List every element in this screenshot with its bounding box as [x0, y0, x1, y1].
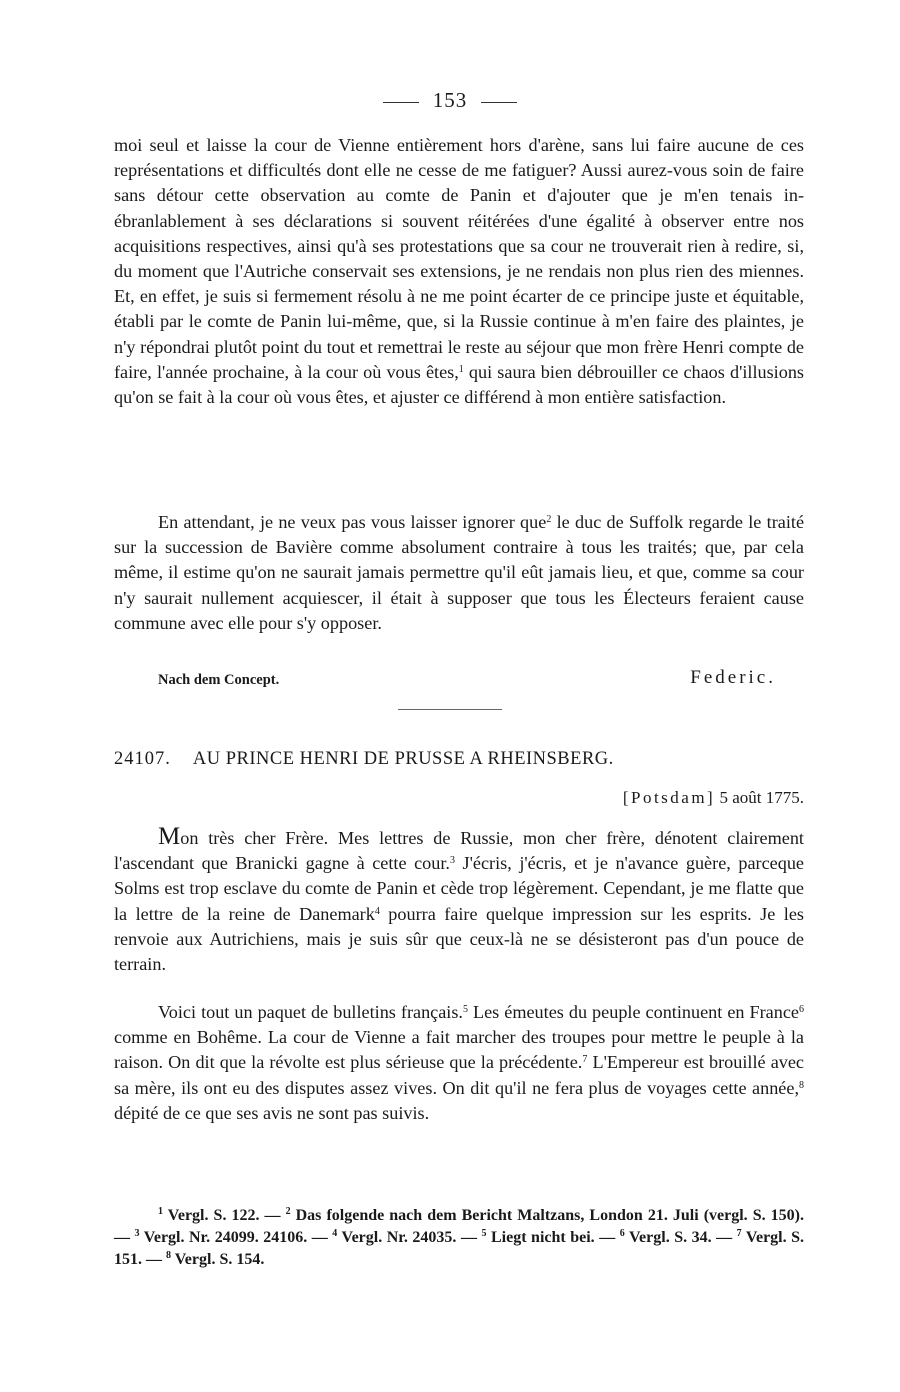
closing-row [114, 667, 804, 693]
note-ref: 2 [546, 514, 552, 525]
letter-title: AU PRINCE HENRI DE PRUSSE A RHEINSBERG. [192, 749, 614, 769]
paragraph-text: L'Empereur est brouillé avec sa mère, ils ont eu des disputes assez vives. On dit qu'il ne fera plus de voyages cette année, [114, 1052, 805, 1098]
footnote-marker: 1 [158, 1206, 163, 1217]
footnote-marker: 2 [285, 1206, 291, 1217]
paragraph-text: pourra faire quelque impression sur les esprits. Je les renvoie aux Autrichiens, mais je suis sûr que ceux-là ne se désisteront pas d'un pouce de terrain. [114, 903, 804, 975]
paragraph-text: qui saura bien débrouiller ce chaos d'illusions qu'on se fait à la cour où vous êtes, et ajuster ce différend à mon entière satisfaction. [114, 361, 805, 408]
paragraph-text: Voici tout un paquet de bulletins français. [158, 1002, 463, 1022]
paragraph-text: on très cher Frère. Mes lettres de Russie, mon cher frère, dénotent clairement l'ascendant que Branicki gagne à cette cour. [114, 828, 804, 874]
page-header [0, 88, 900, 113]
footnote-marker: 5 [481, 1228, 487, 1239]
paragraph-text: J'écris, j'écris, et je n'avance guère, parceque Solms est trop esclave du comte de Panin et cède trop légèrement. Cependant, je me flatte que la lettre de la reine de Danemark [114, 853, 804, 924]
paragraph-text: le duc de Suffolk regarde le traité sur la succession de Bavière comme absolument contraire à tous les traités; que, par cela même, il estime qu'on ne saurait jamais permettre qu'il eût jamais lieu, et que, comme sa cour n'y saurait nullement acquiescer, il était à supposer que tous les Électeurs feraient cause commune avec elle pour s'y opposer. [114, 512, 805, 633]
note-ref: 1 [458, 363, 464, 375]
footnote-marker: 6 [619, 1228, 625, 1239]
letter1-paragraph-1 [114, 133, 804, 410]
letter-number: 24107. [114, 749, 171, 769]
footnote-text: Vergl. S. 154. [174, 1251, 265, 1268]
letter2-paragraph-1 [114, 824, 804, 977]
source-note: Nach dem Concept. [158, 672, 280, 688]
letter-place: [Potsdam] [622, 788, 716, 807]
dropcap: M [158, 823, 181, 850]
page-number: 153 [432, 88, 468, 112]
note-ref: 8 [799, 1079, 804, 1091]
note-ref: 6 [799, 1004, 804, 1015]
footnote-text: Das folgende nach dem Bericht Maltzans, London 21. Juli (vergl. S. 150). — [114, 1207, 805, 1246]
note-ref: 5 [462, 1004, 468, 1015]
header-rule-left [383, 102, 419, 103]
paragraph-text: dépité de ce que ses avis ne sont pas suivis. [114, 1102, 430, 1123]
footnote-text: Vergl. Nr. 24035. — [341, 1229, 477, 1246]
footnotes [114, 1205, 804, 1271]
footnote-marker: 8 [166, 1250, 171, 1261]
paragraph-text: comme en Bohême. La cour de Vienne a fait marcher des troupes pour mettre le peuple à la raison. On dit que la révolte est plus sérieuse que la précédente. [114, 1027, 804, 1073]
note-ref: 3 [449, 855, 455, 867]
footnote-marker: 7 [736, 1228, 742, 1239]
footnote-text: Vergl. Nr. 24099. 24106. — [143, 1229, 328, 1246]
signature: Federic. [690, 667, 776, 688]
paragraph-text: moi seul et laisse la cour de Vienne entièrement hors d'arène, sans lui faire aucune de ces représentations et difficultés dont elle ne cesse de me fatiguer? Aussi aurez-vous soin de faire sans détour cette observation au comte de Panin et d'ajouter que je m'en tenais inébranlablement à ses déclarations si souvent réitérées d'une égalité à observer entre nos acquisitions respectives, ainsi qu'à ses protestations que sa cour ne trouverait rien à redire, si, du moment que l'Autriche conservait ses extensions, je ne rendais non plus rien des miennes. Et, en effet, je suis si fermement résolu à ne me point écarter de ce principe juste et équitable, établi par le comte de Panin lui-même, que, si la Russie continue à m'en faire des plaintes, je n'y répondrai plutôt point du tout et remettrai le reste au séjour que mon frère Henri compte de faire, l'année prochaine, à la cour où vous êtes, [114, 135, 804, 382]
letter-place-date [114, 788, 804, 808]
note-ref: 4 [374, 905, 380, 917]
footnote-text: Vergl. S. 151. — [114, 1229, 805, 1268]
footnote-marker: 3 [134, 1228, 140, 1239]
footnote-text: Liegt nicht bei. — [490, 1229, 616, 1246]
footnote-marker: 4 [332, 1228, 338, 1239]
footnote-text: Vergl. S. 122. — [167, 1207, 281, 1224]
note-ref: 7 [582, 1054, 588, 1066]
header-rule-right [481, 102, 517, 103]
section-separator [398, 709, 502, 710]
letter2-paragraph-2 [114, 1000, 804, 1126]
letter-date: 5 août 1775. [719, 788, 804, 807]
footnote-text: Vergl. S. 34. — [628, 1229, 733, 1246]
paragraph-text: En attendant, je ne veux pas vous laisser ignorer que [158, 512, 547, 532]
letter1-paragraph-2 [114, 510, 804, 636]
letter-heading [114, 749, 804, 770]
paragraph-text: Les émeutes du peuple continuent en France [473, 1002, 799, 1022]
